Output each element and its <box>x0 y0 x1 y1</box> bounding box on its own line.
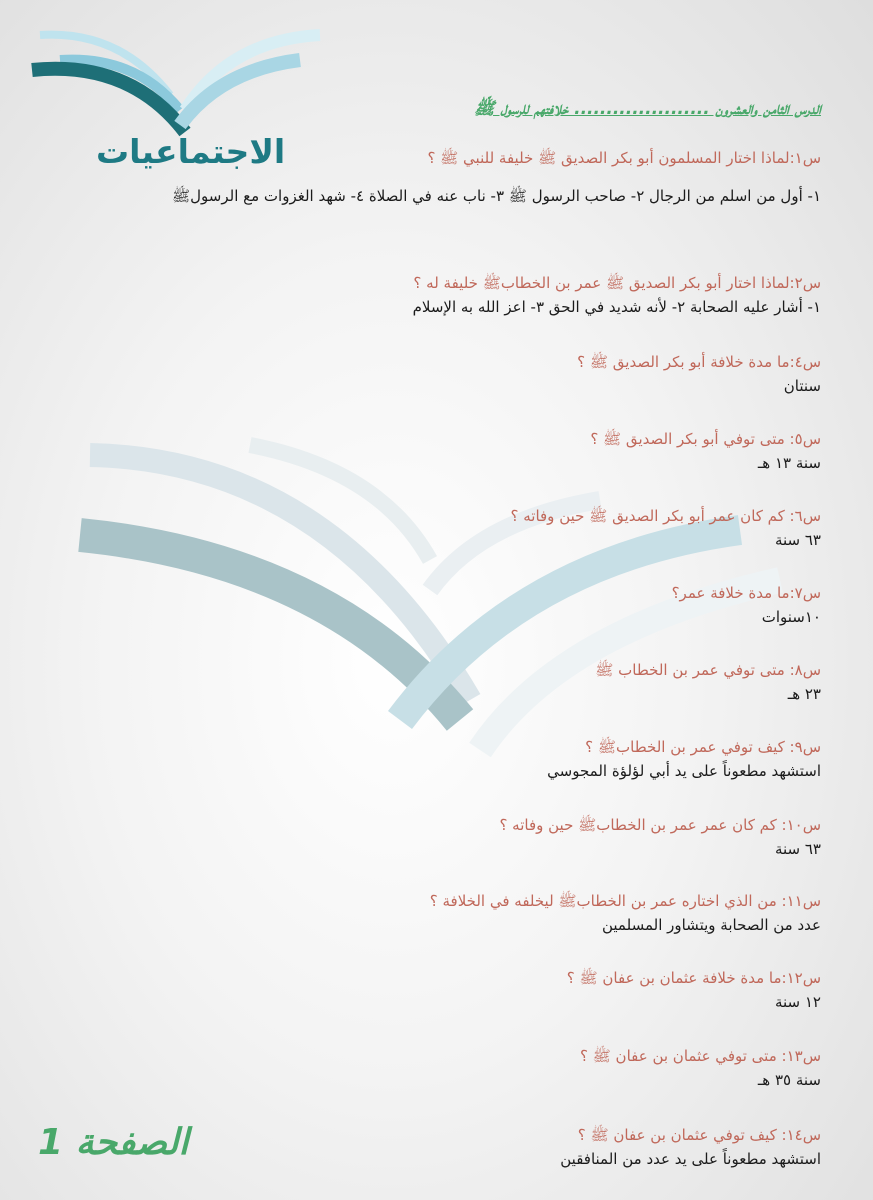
qa-item-12 <box>580 1044 821 1092</box>
question-text: س١٠: كم كان عمر عمر بن الخطابﷺ حين وفاته ؟ <box>499 816 821 834</box>
answer-text: استشهد مطعوناً على يد عدد من المنافقين <box>560 1150 821 1168</box>
question-text: س١:لماذا اختار المسلمون أبو بكر الصديق ﷺ خليفة للنبي ﷺ ؟ <box>427 149 821 167</box>
question-text: س٧:ما مدة خلافة عمر؟ <box>671 584 821 602</box>
answer-text: سنة ١٣ هـ <box>757 454 821 472</box>
qa-item-5 <box>511 504 822 552</box>
answer-text: ١- أشار عليه الصحابة ٢- لأنه شديد في الحق ٣- اعز الله به الإسلام <box>412 298 821 316</box>
answer-text: ١٠سنوات <box>761 608 821 626</box>
question-text: س٦: كم كان عمر أبو بكر الصديق ﷺ حين وفاته ؟ <box>510 507 821 525</box>
answer-text: ١٢ سنة <box>774 993 821 1011</box>
qa-item-6 <box>672 581 821 629</box>
qa-item-4 <box>590 427 821 475</box>
qa-item-10 <box>430 889 821 937</box>
qa-item-1 <box>81 146 821 208</box>
question-text: س٥: متى توفي أبو بكر الصديق ﷺ ؟ <box>590 430 821 448</box>
logo-text: الاجتماعيات <box>96 132 286 171</box>
qa-item-13 <box>560 1123 821 1171</box>
question-text: س٨: متى توفي عمر بن الخطاب ﷺ <box>595 661 821 679</box>
answer-text: ٢٣ هـ <box>787 685 821 703</box>
answer-text: ١- أول من اسلم من الرجال ٢- صاحب الرسول ﷺ ٣- ناب عنه في الصلاة ٤- شهد الغزوات مع الرسولﷺ <box>172 187 821 205</box>
question-text: س١٢:ما مدة خلافة عثمان بن عفان ﷺ ؟ <box>566 969 821 987</box>
question-text: س١٤: كيف توفي عثمان بن عفان ﷺ ؟ <box>577 1126 821 1144</box>
answer-text: سنة ٣٥ هـ <box>757 1071 821 1089</box>
answer-text: سنتان <box>783 377 821 395</box>
answer-text: ٦٣ سنة <box>774 840 821 858</box>
page-number-label: الصفحة 1 <box>38 1122 189 1163</box>
qa-item-2 <box>413 271 821 319</box>
question-text: س١٣: متى توفي عثمان بن عفان ﷺ ؟ <box>579 1047 821 1065</box>
answer-text: ٦٣ سنة <box>774 531 821 549</box>
qa-item-3 <box>577 350 821 398</box>
qa-item-7 <box>595 658 821 706</box>
qa-item-9 <box>499 813 821 861</box>
qa-item-8 <box>547 735 821 783</box>
logo-book-icon <box>32 35 320 132</box>
answer-text: استشهد مطعوناً على يد أبي لؤلؤة المجوسي <box>547 762 821 780</box>
question-text: س٢:لماذا اختار أبو بكر الصديق ﷺ عمر بن الخطابﷺ خليفة له ؟ <box>413 274 821 292</box>
lesson-title: الدرس الثامن والعشرون ..................... خلافتهم للرسول ﷺ <box>474 99 821 119</box>
answer-text: عدد من الصحابة ويتشاور المسلمين <box>601 916 821 934</box>
question-text: س٩: كيف توفي عمر بن الخطابﷺ ؟ <box>585 738 821 756</box>
question-text: س١١: من الذي اختاره عمر بن الخطابﷺ ليخلفه في الخلافة ؟ <box>429 892 821 910</box>
question-text: س٤:ما مدة خلافة أبو بكر الصديق ﷺ ؟ <box>577 353 821 371</box>
qa-item-11 <box>567 966 821 1014</box>
